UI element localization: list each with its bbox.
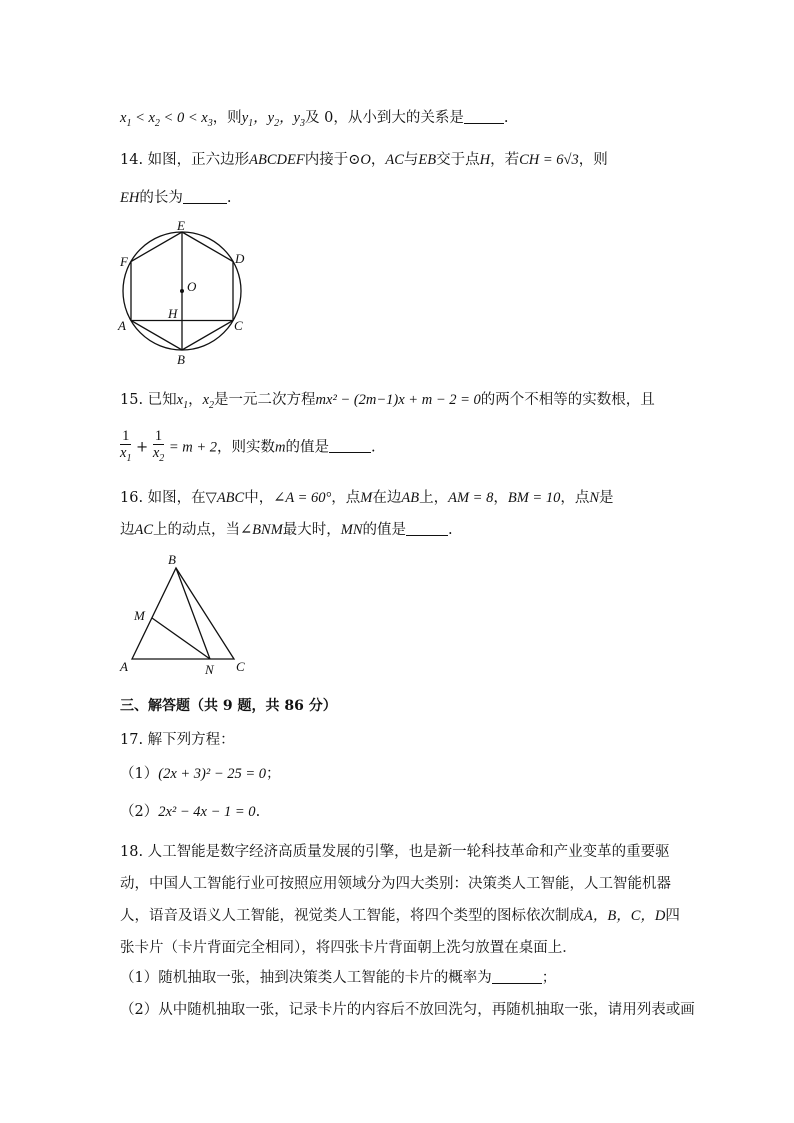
q17-p2-end: . <box>255 804 261 820</box>
label-b: B <box>168 552 176 567</box>
q16-line-1 <box>120 488 614 508</box>
frac-den: $x_2$ <box>152 445 165 464</box>
label-e: E <box>177 218 185 233</box>
q16-angle: ∠A = 60° <box>273 490 332 506</box>
q15-text-b: ， <box>188 392 203 408</box>
q18-line3-c: 四 <box>665 908 680 924</box>
q15-line2-end: . <box>371 439 376 456</box>
q18-line-4: 张卡片（卡片背面完全相同），将四张卡片背面朝上洗匀放置在桌面上． <box>120 940 577 956</box>
q14-line-1 <box>120 150 608 170</box>
q14-text-d: 与 <box>403 152 419 168</box>
q17-p1-end: ； <box>266 766 281 782</box>
triangle-abc <box>132 568 234 659</box>
q17-p1-equation: (2x + 3)² − 25 = 0 <box>158 766 267 782</box>
q15-x2: $x_2$ <box>202 392 215 411</box>
q13-answer-blank[interactable] <box>464 109 504 124</box>
q15-text-a: 已知 <box>147 392 177 408</box>
q17-p1-label: （1） <box>120 766 159 782</box>
q14-hexagon: ABCDEF <box>249 152 305 168</box>
q16-m: M <box>360 490 373 506</box>
q16-text-e: 上， <box>419 490 449 506</box>
q18-line-3 <box>120 906 680 926</box>
label-h: H <box>168 306 178 321</box>
q14-line2-text: 的长为 <box>139 190 183 206</box>
q16-mn: MN <box>340 522 363 538</box>
q16-number: 16. <box>120 490 144 506</box>
q17-part-1 <box>120 764 281 784</box>
q13-inequality: $x_1 < x_2 < 0 < x_3$ <box>120 110 213 129</box>
q17-title: 17. 解下列方程： <box>120 732 235 748</box>
q16-line2-c: 最大时， <box>282 522 341 538</box>
q16-line2-end: . <box>448 522 453 538</box>
q16-answer-blank[interactable] <box>406 521 448 536</box>
q18-p1-end: ； <box>541 970 557 986</box>
q16-triangle-figure <box>112 550 262 680</box>
q18-card-labels: A，B，C，D <box>584 908 666 924</box>
q18-line-1: 18. 人工智能是数字经济高质量发展的引擎，也是新一轮科技革命和产业变革的重要驱 <box>120 844 670 860</box>
frac-den: $x_1$ <box>120 445 132 464</box>
q16-line2-a: 边 <box>120 522 135 538</box>
q14-ch: CH = 6√3 <box>519 152 579 168</box>
q17-p2-label: （2） <box>120 804 159 820</box>
q14-eb: EB <box>418 152 437 168</box>
segment-mn <box>152 618 210 659</box>
q15-frac-2 <box>153 428 164 467</box>
q16-text-a: 如图，在 <box>147 490 206 506</box>
q13-tail-line <box>120 108 508 134</box>
q13-text-2: 及 0，从小到大的关系是 <box>305 110 464 126</box>
q15-equation: mx² − (2m−1)x + m − 2 = 0 <box>315 392 481 408</box>
q16-text-c: ，点 <box>331 490 361 506</box>
q18-line-2: 动，中国人工智能行业可按照应用领域分为四大类别：决策类人工智能，人工智能机器 <box>120 876 671 892</box>
q14-circle: ⊙O <box>348 152 371 168</box>
q16-n: N <box>589 490 599 506</box>
q14-text: 如图，正六边形 <box>147 152 250 168</box>
q18-part-2: （2）从中随机抽取一张，记录卡片的内容后不放回洗匀，再随机抽取一张，请用列表或画 <box>120 1002 695 1018</box>
q14-hexagon-figure <box>112 218 262 368</box>
label-b: B <box>177 352 185 367</box>
q17-p2-equation: 2x² − 4x − 1 = 0 <box>158 804 256 820</box>
q16-triangle: ▽ABC <box>205 490 245 506</box>
q16-ac: AC <box>134 522 154 538</box>
q15-m: m <box>275 439 286 456</box>
q18-part-1 <box>120 968 556 988</box>
label-a: A <box>120 659 128 674</box>
q16-text-d: 在边 <box>372 490 402 506</box>
label-a: A <box>118 318 126 333</box>
q15-line2-text: ，则实数 <box>217 439 276 456</box>
q15-condition: = m + 2 <box>168 439 218 456</box>
frac-num: 1 <box>153 428 164 445</box>
label-d: D <box>235 251 245 266</box>
q14-text-b: 内接于 <box>304 152 349 168</box>
q13-vars: $y_1$，$y_2$，$y_3$ <box>241 110 305 129</box>
center-point <box>180 289 184 293</box>
label-c: C <box>236 659 245 674</box>
q18-line3-a: 人，语音及语义人工智能，视觉类人工智能，将四个类型的图标依次制成 <box>120 908 584 924</box>
q16-text-g: ，点 <box>560 490 590 506</box>
q15-text-d: 的两个不相等的实数根，且 <box>480 392 655 408</box>
q15-line-2: $\frac{1}{x_1}$ + $\frac{1}{x_2}$ = m + 2，则实数m的值是 . <box>120 428 376 467</box>
q16-text-h: 是 <box>599 490 614 506</box>
q14-text-e: 交于点 <box>436 152 480 168</box>
q15-answer-blank[interactable] <box>329 438 371 453</box>
q14-text-c: ， <box>370 152 386 168</box>
q15-line-1 <box>120 390 655 416</box>
q16-bm: BM = 10 <box>507 490 561 506</box>
q14-eh: EH <box>120 190 140 206</box>
q16-line-2 <box>120 520 453 540</box>
q14-text-f: ，若 <box>490 152 520 168</box>
q14-answer-blank[interactable] <box>183 189 227 204</box>
q14-text-g: ，则 <box>578 152 608 168</box>
q14-line2-end: . <box>226 190 232 206</box>
label-f: F <box>120 254 128 269</box>
q14-h: H <box>479 152 491 168</box>
q16-angle-bnm: ∠BNM <box>240 522 283 538</box>
label-n: N <box>205 662 214 677</box>
q14-number: 14. <box>120 152 144 168</box>
q15-number: 15. <box>120 392 144 408</box>
q15-frac-1 <box>120 428 131 467</box>
frac-num: 1 <box>120 428 131 445</box>
q15-x1: $x_1$ <box>176 392 189 411</box>
q15-line2-text2: 的值是 <box>285 439 330 456</box>
label-c: C <box>234 318 243 333</box>
q16-text-b: 中， <box>244 490 274 506</box>
label-o: O <box>187 279 197 294</box>
q16-ab: AB <box>401 490 420 506</box>
q13-end: . <box>503 110 509 126</box>
q13-text: ，则 <box>212 110 242 126</box>
q16-am: AM = 8 <box>448 490 494 506</box>
q16-line2-d: 的值是 <box>362 522 407 538</box>
q16-text-f: ， <box>493 490 508 506</box>
q18-answer-blank[interactable] <box>492 969 542 984</box>
q17-part-2 <box>120 802 260 822</box>
section-3-title: 三、解答题（共 9 题，共 86 分） <box>120 698 337 714</box>
q16-line2-b: 上的动点，当 <box>153 522 241 538</box>
q14-ac: AC <box>385 152 404 168</box>
q14-line-2 <box>120 188 231 208</box>
q15-text-c: 是一元二次方程 <box>214 392 316 408</box>
label-m: M <box>134 608 145 623</box>
q18-p1-text: （1）随机抽取一张，抽到决策类人工智能的卡片的概率为 <box>120 970 492 986</box>
